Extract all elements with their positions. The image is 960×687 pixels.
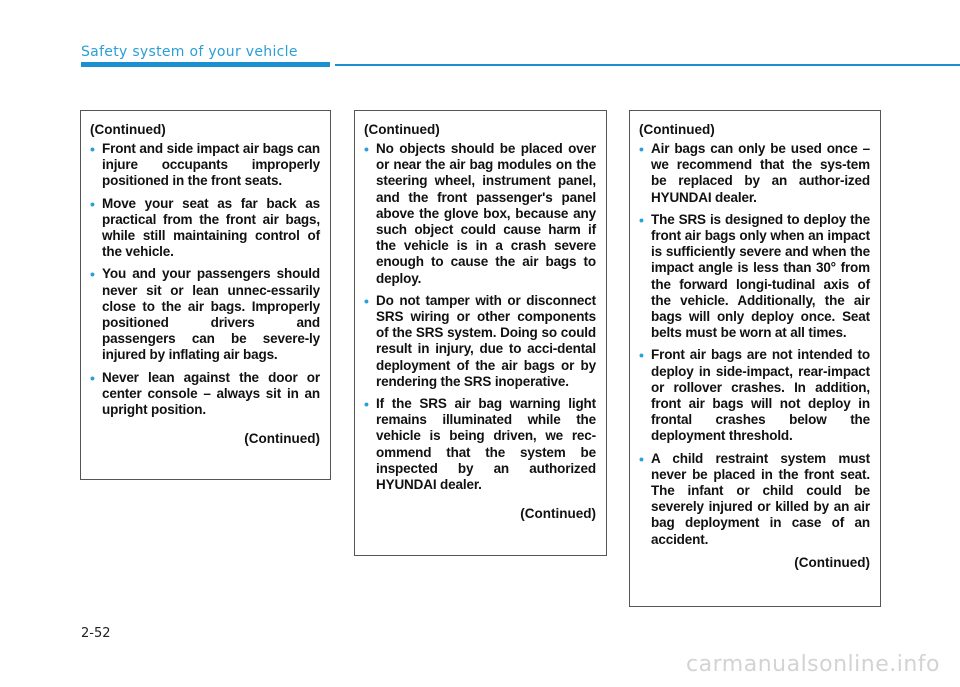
warning-box-1 [80,110,331,480]
list-item: • If the SRS air bag warning light remains illuminated while the vehicle is being driven, we rec-ommend that the system be inspected by an authorized HYUNDAI dealer. [364,396,596,493]
bullet-icon: • [364,396,369,413]
warning-box-2 [354,110,607,556]
list-item: • No objects should be placed over or near the air bag modules on the steering wheel, instrument panel, and the front passenger's panel above the glove box, because any such object could cause harm if the vehicle is in a crash severe enough to cause the air bags to deploy. [364,141,596,286]
continued-label-bottom: (Continued) [794,554,870,570]
continued-label-bottom: (Continued) [244,431,320,447]
list-item: • Front air bags are not intended to deploy in side-impact, rear-impact or rollover crashes. In addition, front air bags will not deploy in frontal crashes below the deployment threshold. [639,347,870,444]
bullet-list [90,141,320,418]
list-item: • Front and side impact air bags can injure occupants improperly positioned in the front seats. [90,141,320,189]
page-number: 2-52 [81,626,111,641]
continued-label-top: (Continued) [364,122,440,137]
bullet-icon: • [639,450,644,467]
bullet-list [364,141,596,493]
header-accent-bar [81,62,330,67]
bullet-icon: • [639,141,644,157]
continued-label-top: (Continued) [90,122,166,137]
list-item: • Never lean against the door or center console – always sit in an upright position. [90,369,320,418]
list-item: • A child restraint system must never be placed in the front seat. The infant or child could be severely injured or killed by an air bag deployment in case of an accident. [639,450,870,547]
continued-label-top: (Continued) [639,122,715,137]
bullet-icon: • [639,211,644,228]
list-item: • You and your passengers should never sit or lean unnec-essarily close to the air bags. Improperly positioned drivers and passengers can be severe-ly injured by inflating air bags. [90,266,320,363]
watermark: carmanualsonline.info [686,652,940,677]
section-title: Safety system of your vehicle [81,44,298,60]
list-item: • Air bags can only be used once – we recommend that the sys-tem be replaced by an author-ized HYUNDAI dealer. [639,141,870,205]
list-item: • Move your seat as far back as practical from the front air bags, while still maintaining control of the vehicle. [90,195,320,260]
bullet-icon: • [364,141,369,157]
bullet-icon: • [90,195,95,212]
bullet-icon: • [639,347,644,364]
warning-box-3 [629,110,881,607]
bullet-list [639,141,870,548]
bullet-icon: • [90,266,95,283]
bullet-icon: • [364,292,369,309]
bullet-icon: • [90,141,95,157]
header-rule [335,64,960,66]
list-item: • The SRS is designed to deploy the front air bags only when an impact is sufficiently severe and when the impact angle is less than 30° from the forward longi-tudinal axis of the vehicle. Additionally, the air bags will only deploy once. Seat belts must be worn at all times. [639,211,870,341]
continued-label-bottom: (Continued) [520,506,596,522]
list-item: • Do not tamper with or disconnect SRS wiring or other components of the SRS system. Doing so could result in injury, due to acci-dental deployment of the air bags or by rendering the SRS inoperative. [364,292,596,389]
bullet-icon: • [90,369,95,386]
